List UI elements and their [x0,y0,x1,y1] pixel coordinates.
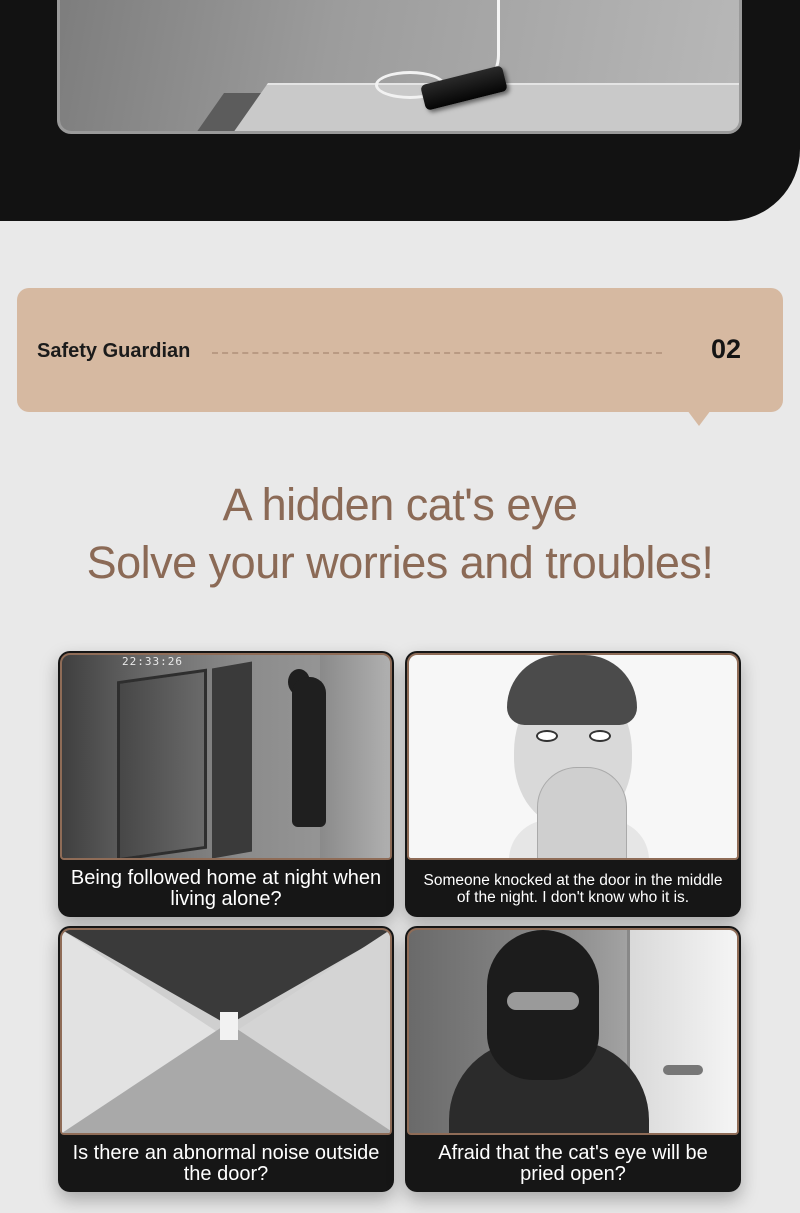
scenario-card-noise [58,926,394,1192]
section-banner [17,288,783,412]
timestamp: 22:33:26 [122,655,183,668]
product-photo [57,0,742,134]
hero-section [0,0,800,221]
section-number: 02 [710,334,741,364]
scenario-card-followed [58,651,394,917]
card-caption: Afraid that the cat's eye will be pried open? [438,1141,708,1185]
headline-line-2: Solve your worries and troubles! [86,537,714,588]
scenario-card-knock [405,651,741,917]
card-caption: Someone knocked at the door in the middle of the night. I don't know who it is. [423,871,723,906]
corridor-photo [60,928,392,1135]
silhouette [292,677,326,827]
scenario-card-pried [405,926,741,1192]
startled-person-photo [407,653,739,860]
hallway-surveillance-photo [60,653,392,860]
dashed-divider [212,352,662,354]
headline-line-1: A hidden cat's eye [222,479,578,530]
card-caption: Is there an abnormal noise outside the door? [72,1141,380,1185]
headline [0,476,800,592]
section-label: Safety Guardian [37,340,191,362]
intruder-photo [407,928,739,1135]
card-caption: Being followed home at night when living alone? [70,866,382,910]
